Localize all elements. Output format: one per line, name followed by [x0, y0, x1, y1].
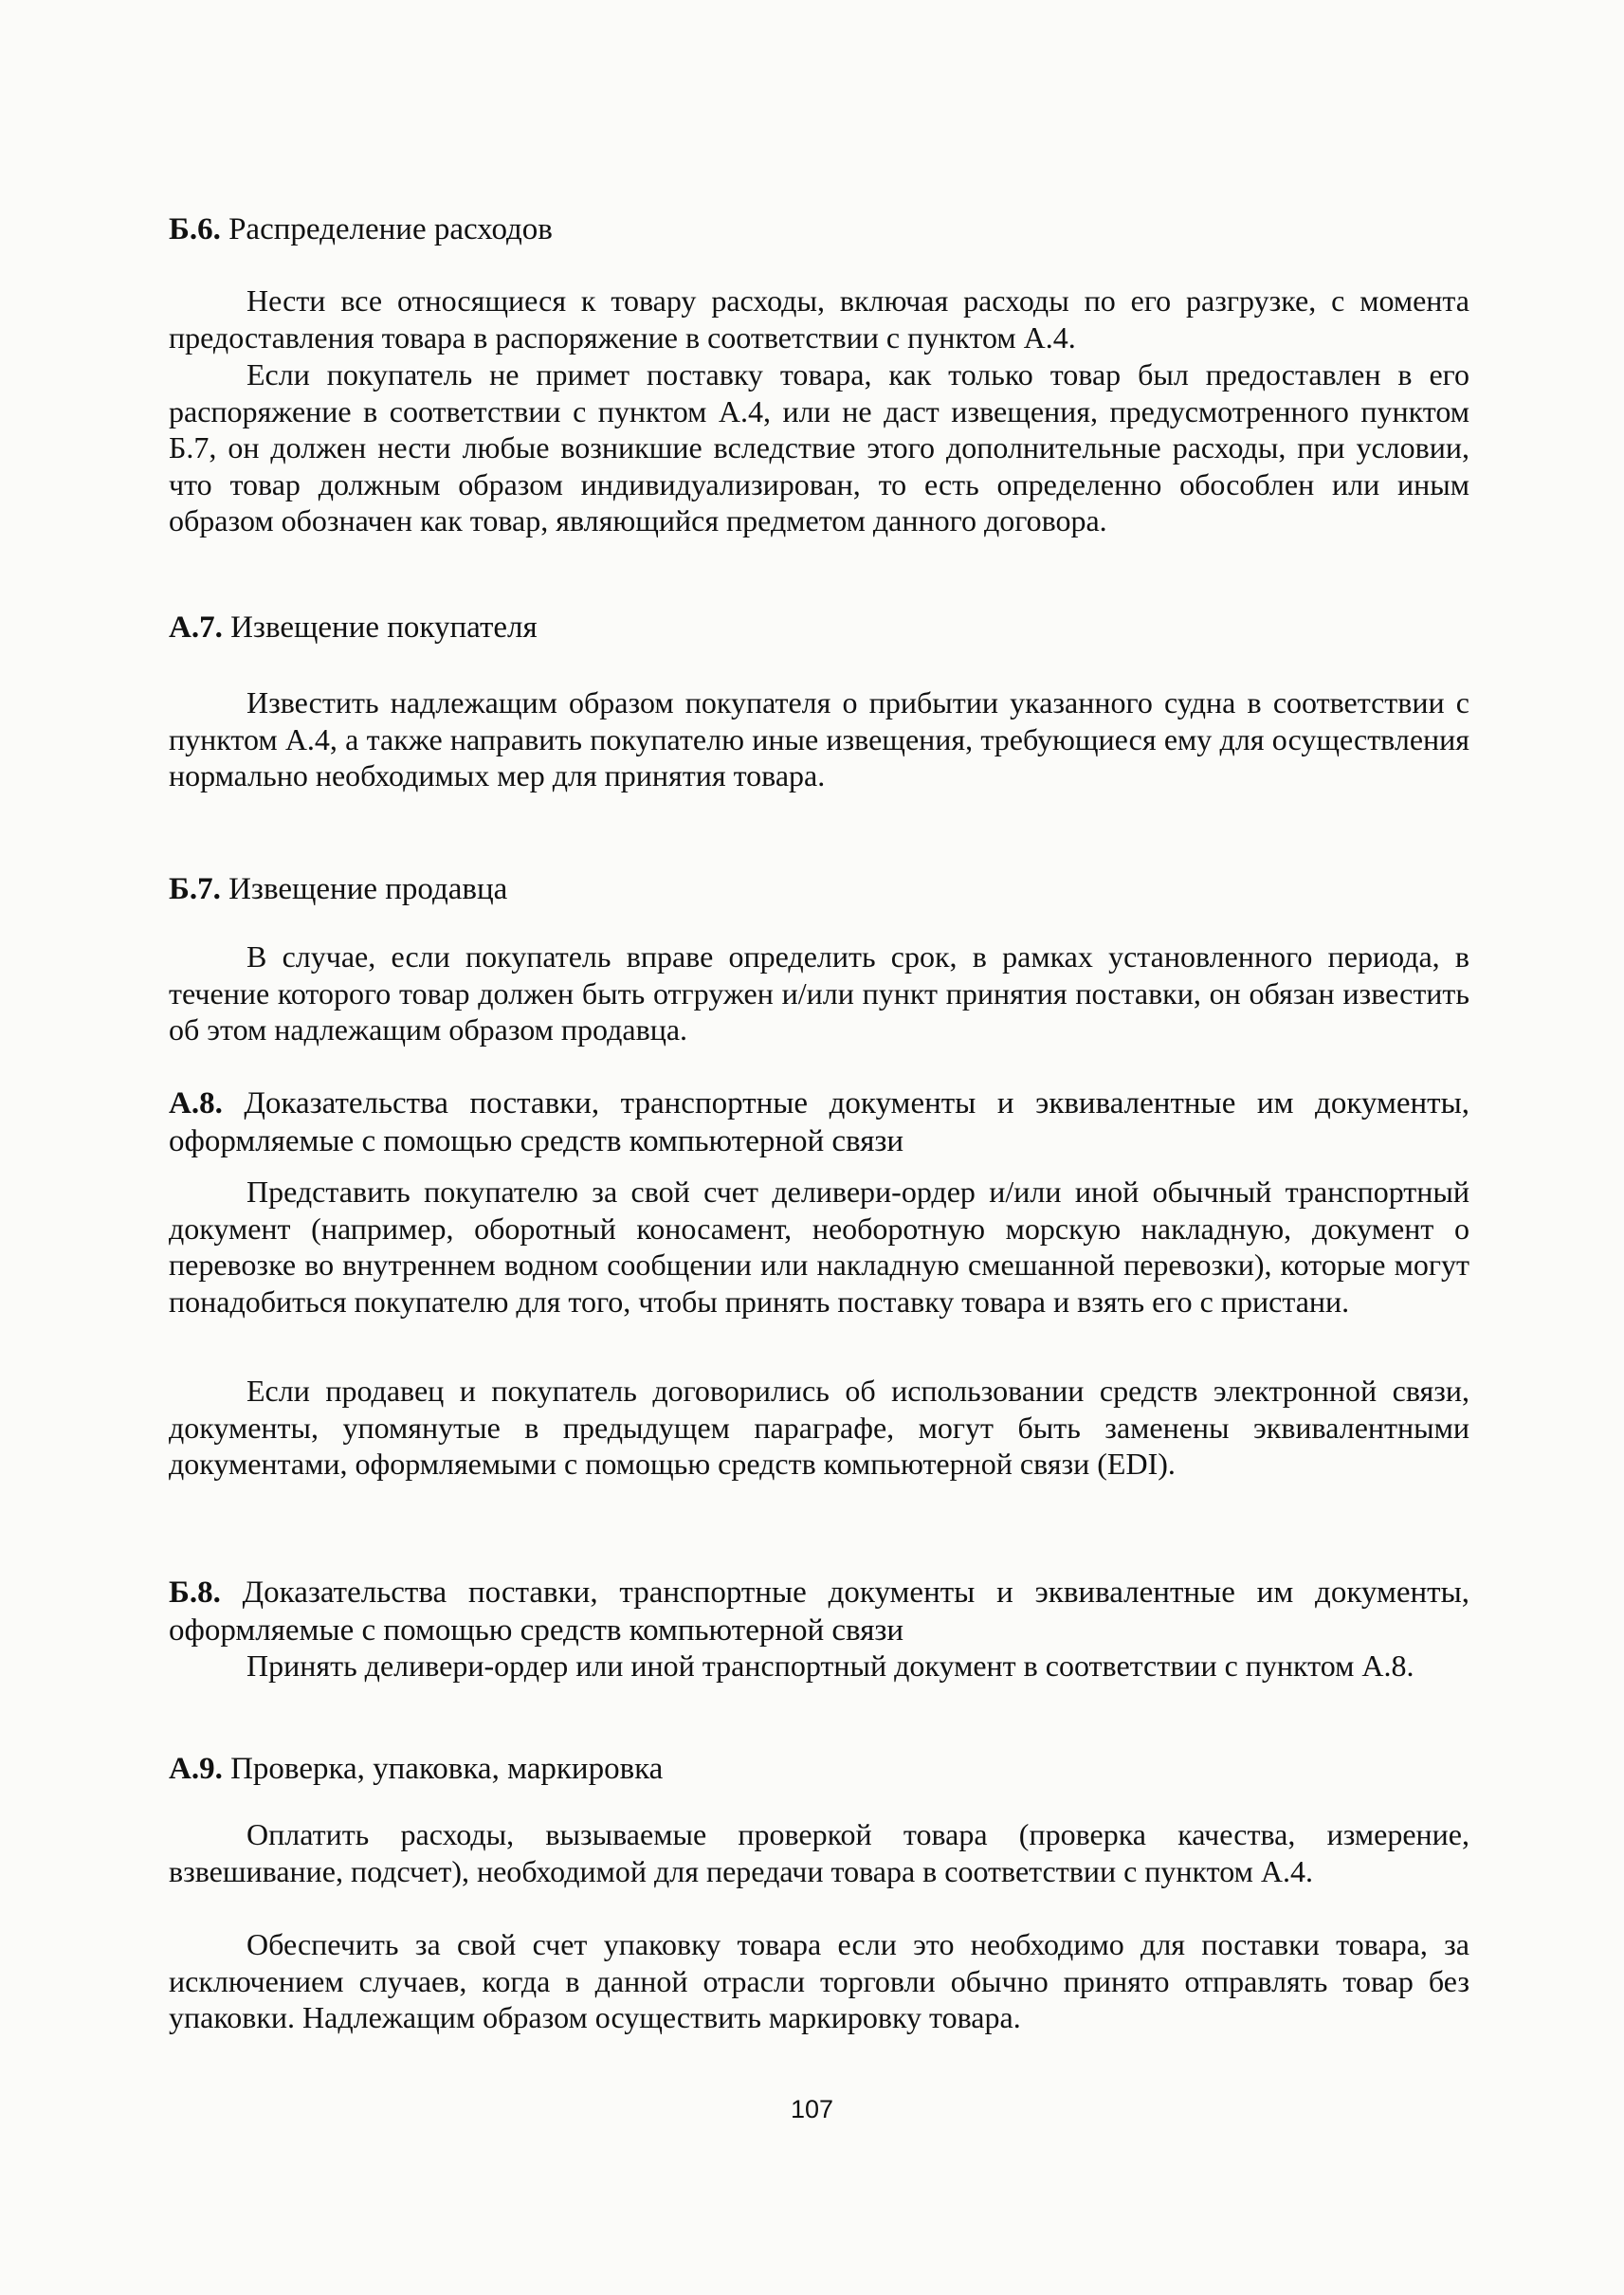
section-title: Извещение покупателя [230, 610, 538, 645]
paragraph: Обеспечить за свой счет упаковку товара если это необходимо для поставки товара, за исключением случаев, когда в данной отрасли торговли обычно принято отправлять товар без упаковки. Надлежащим образом осуществить маркировку товара. [169, 1927, 1469, 2034]
paragraph: Нести все относящиеся к товару расходы, включая расходы по его разгрузке, с момента предоставления товара в распоряжение в соответствии с пунктом А.4. [169, 283, 1469, 355]
section-title: Проверка, упаковка, маркировка [230, 1752, 664, 1786]
section-heading-b6 [169, 210, 1469, 248]
section-heading-b7 [169, 870, 1469, 908]
section-number: А.8. [169, 1086, 223, 1120]
section-number: Б.7. [169, 872, 221, 906]
section-heading-b8 [169, 1574, 1469, 1649]
paragraph: Принять деливери-ордер или иной транспортный документ в соответствии с пунктом А.8. [246, 1648, 1414, 1683]
section-heading-a9 [169, 1750, 1469, 1788]
paragraph: Известить надлежащим образом покупателя о прибытии указанного судна в соответствии с пунктом А.4, а также направить покупателю иные извещения, требующиеся ему для осуществления нормально необходимых мер для принятия товара. [169, 685, 1469, 792]
section-heading-a7 [169, 609, 1469, 647]
paragraph: Если покупатель не примет поставку товара, как только товар был предоставлен в его распоряжение в соответствии с пунктом А.4, или не даст извещения, предусмотренного пунктом Б.7, он должен нести любые возникшие вследствие этого дополнительные расходы, при условии, что товар должным образом индивидуализирован, то есть определенно обособлен или иным образом обозначен как товар, являющийся предметом данного договора. [169, 357, 1469, 537]
section-title: Доказательства поставки, транспортные документы и эквивалентные им документы, оформляемые с помощью средств компьютерной связи [169, 1086, 1469, 1158]
section-number: А.7. [169, 610, 223, 645]
section-number: А.9. [169, 1752, 223, 1786]
section-heading-a8 [169, 1084, 1469, 1160]
section-number: Б.8. [169, 1576, 221, 1610]
paragraph: Представить покупателю за свой счет деливери-ордер и/или иной обычный транспортный документ (например, оборотный коносамент, необоротную морскую накладную, документ о перевозке во внутреннем водном сообщении или накладную смешанной перевозки), которые могут понадобиться покупателю для того, чтобы принять поставку товара и взять его с пристани. [169, 1175, 1469, 1319]
section-title: Доказательства поставки, транспортные документы и эквивалентные им документы, оформляемые с помощью средств компьютерной связи [169, 1576, 1469, 1648]
section-number: Б.6. [169, 212, 221, 246]
section-title: Извещение продавца [228, 872, 508, 906]
paragraph: Если продавец и покупатель договорились об использовании средств электронной связи, документы, упомянутые в предыдущем параграфе, могут быть заменены эквивалентными документами, оформляемыми с помощью средств компьютерной связи (EDI). [169, 1374, 1469, 1481]
page-number: 107 [790, 2095, 834, 2123]
section-title: Распределение расходов [228, 212, 553, 246]
paragraph: Оплатить расходы, вызываемые проверкой товара (проверка качества, измерение, взвешивание, подсчет), необходимой для передачи товара в соответствии с пунктом А.4. [169, 1817, 1469, 1888]
paragraph: В случае, если покупатель вправе определить срок, в рамках установленного периода, в течение которого товар должен быть отгружен и/или пункт принятия поставки, он обязан известить об этом надлежащим образом продавца. [169, 939, 1469, 1047]
